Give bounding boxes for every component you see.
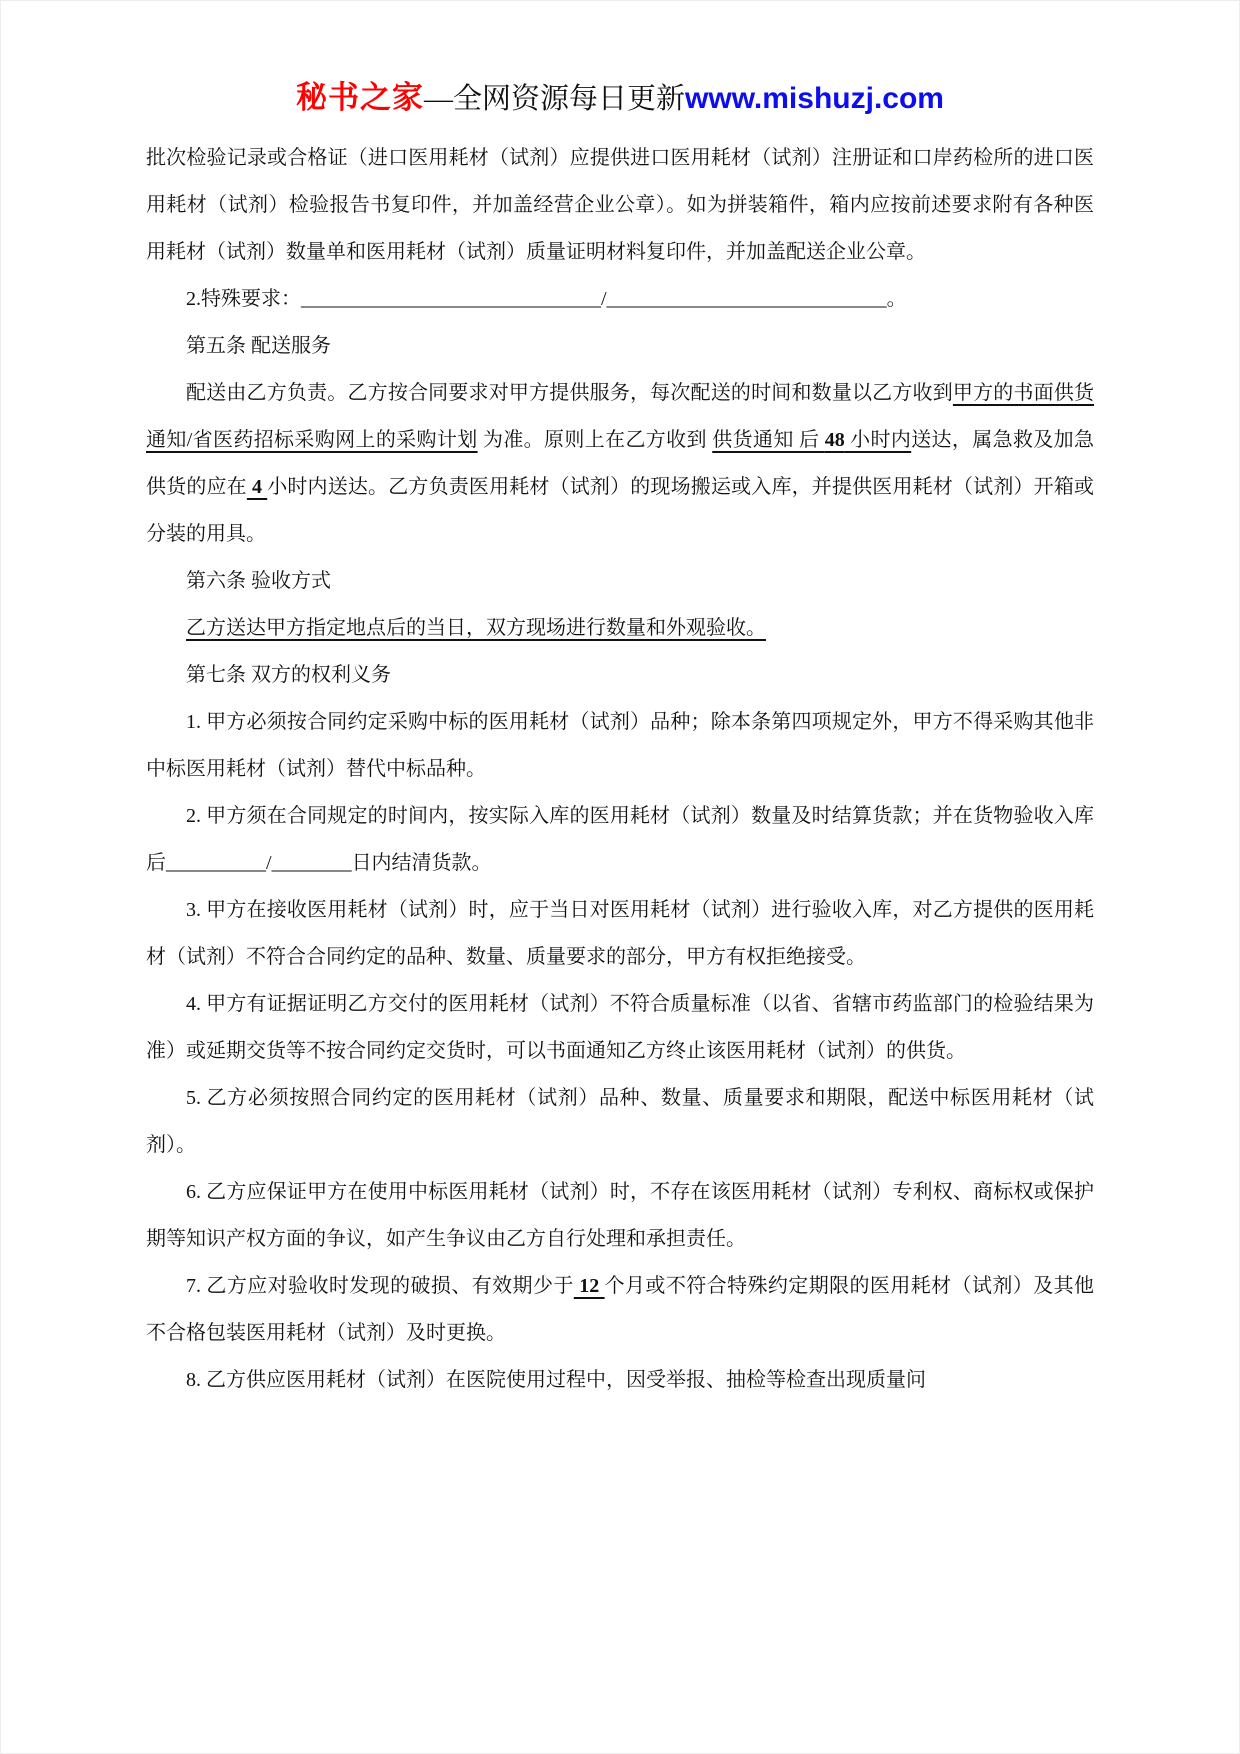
- text-segment: 乙方送达甲方指定地点后的当日，双方现场进行数量和外观验收。: [186, 617, 766, 639]
- text-segment: 日内结清货款。: [351, 852, 492, 874]
- text-segment: 为准。原则上在乙方收到: [477, 429, 713, 451]
- text-segment: 48: [824, 429, 845, 451]
- paragraph: [146, 135, 1094, 276]
- text-segment: 第六条 验收方式: [186, 570, 331, 592]
- text-segment: 送达，属急救及加急供货的应在: [146, 429, 1095, 498]
- text-segment: 6. 乙方应保证甲方在使用中标医用耗材（试剂）时，不存在该医用耗材（试剂）专利权、商标权或保护期等知识产权方面的争议，如产生争议由乙方自行处理和承担责任。: [146, 1181, 1094, 1250]
- text-segment: 2.特殊要求：: [186, 288, 301, 310]
- text-segment: 第七条 双方的权利义务: [186, 664, 391, 686]
- paragraph: [146, 558, 1094, 605]
- text-segment: ________: [271, 852, 352, 874]
- text-segment: 甲方的书面供货通知/省医药招标采购网上的采购计划: [146, 382, 1095, 451]
- text-segment: 8. 乙方供应医用耗材（试剂）在医院使用过程中，因受举报、抽检等检查出现质量问: [186, 1369, 926, 1391]
- paragraph: [146, 605, 1094, 652]
- text-segment: 2. 甲方须在合同规定的时间内，按实际入库的医用耗材（试剂）数量及时结算货款；并在货物验收入库后: [146, 805, 1094, 874]
- paragraph: [146, 323, 1094, 370]
- text-segment: 7. 乙方应对验收时发现的破损、有效期少于: [186, 1275, 574, 1297]
- text-segment: 小时内: [844, 429, 912, 451]
- text-segment: 供货通知 后: [712, 429, 825, 451]
- text-segment: ______________________________: [301, 288, 601, 310]
- text-segment: 1. 甲方必须按合同约定采购中标的医用耗材（试剂）品种；除本条第四项规定外，甲方不得采购其他非中标医用耗材（试剂）替代中标品种。: [146, 711, 1094, 780]
- text-segment: ____________________________: [606, 288, 887, 310]
- paragraph: [146, 370, 1094, 558]
- site-header: [1, 79, 1239, 117]
- paragraph: [146, 1263, 1094, 1357]
- paragraph: [146, 793, 1094, 887]
- paragraph: [146, 1169, 1094, 1263]
- text-segment: 5. 乙方必须按照合同约定的医用耗材（试剂）品种、数量、质量要求和期限，配送中标医用耗材（试剂）。: [146, 1087, 1094, 1156]
- paragraph: [146, 652, 1094, 699]
- text-segment: 第五条 配送服务: [186, 335, 331, 357]
- text-segment: 配送由乙方负责。乙方按合同要求对甲方提供服务，每次配送的时间和数量以乙方收到: [186, 382, 953, 404]
- paragraph: [146, 981, 1094, 1075]
- text-segment: 12: [573, 1275, 605, 1297]
- paragraph: [146, 1075, 1094, 1169]
- text-segment: 3. 甲方在接收医用耗材（试剂）时，应于当日对医用耗材（试剂）进行验收入库，对乙方提供的医用耗材（试剂）不符合合同约定的品种、数量、质量要求的部分，甲方有权拒绝接受。: [146, 899, 1094, 968]
- text-segment: 个月或不符合特殊约定期限的医用耗材（试剂）及其他不合格包装医用耗材（试剂）及时更换。: [146, 1275, 1095, 1344]
- text-segment: 4: [246, 476, 268, 498]
- brand-name: 秘书之家: [296, 80, 425, 115]
- paragraph: [146, 1357, 1094, 1404]
- text-segment: 。: [886, 288, 907, 310]
- document-body: [1, 135, 1239, 1404]
- header-url-link[interactable]: www.mishuzj.com: [685, 82, 944, 115]
- text-segment: /: [601, 288, 607, 310]
- paragraph: [146, 699, 1094, 793]
- text-segment: /: [266, 852, 272, 874]
- paragraph: [146, 887, 1094, 981]
- text-segment: 小时内送达。乙方负责医用耗材（试剂）的现场搬运或入库，并提供医用耗材（试剂）开箱或分装的用具。: [146, 476, 1095, 545]
- paragraph: [146, 276, 1094, 323]
- header-tagline: —全网资源每日更新: [424, 83, 686, 115]
- text-segment: 批次检验记录或合格证（进口医用耗材（试剂）应提供进口医用耗材（试剂）注册证和口岸药检所的进口医用耗材（试剂）检验报告书复印件，并加盖经营企业公章）。如为拼装箱件，箱内应按前述要求附有各种医用耗材（试剂）数量单和医用耗材（试剂）质量证明材料复印件，并加盖配送企业公章。: [146, 147, 1094, 263]
- text-segment: 4. 甲方有证据证明乙方交付的医用耗材（试剂）不符合质量标准（以省、省辖市药监部门的检验结果为准）或延期交货等不按合同约定交货时，可以书面通知乙方终止该医用耗材（试剂）的供货。: [146, 993, 1094, 1062]
- text-segment: __________: [166, 852, 266, 874]
